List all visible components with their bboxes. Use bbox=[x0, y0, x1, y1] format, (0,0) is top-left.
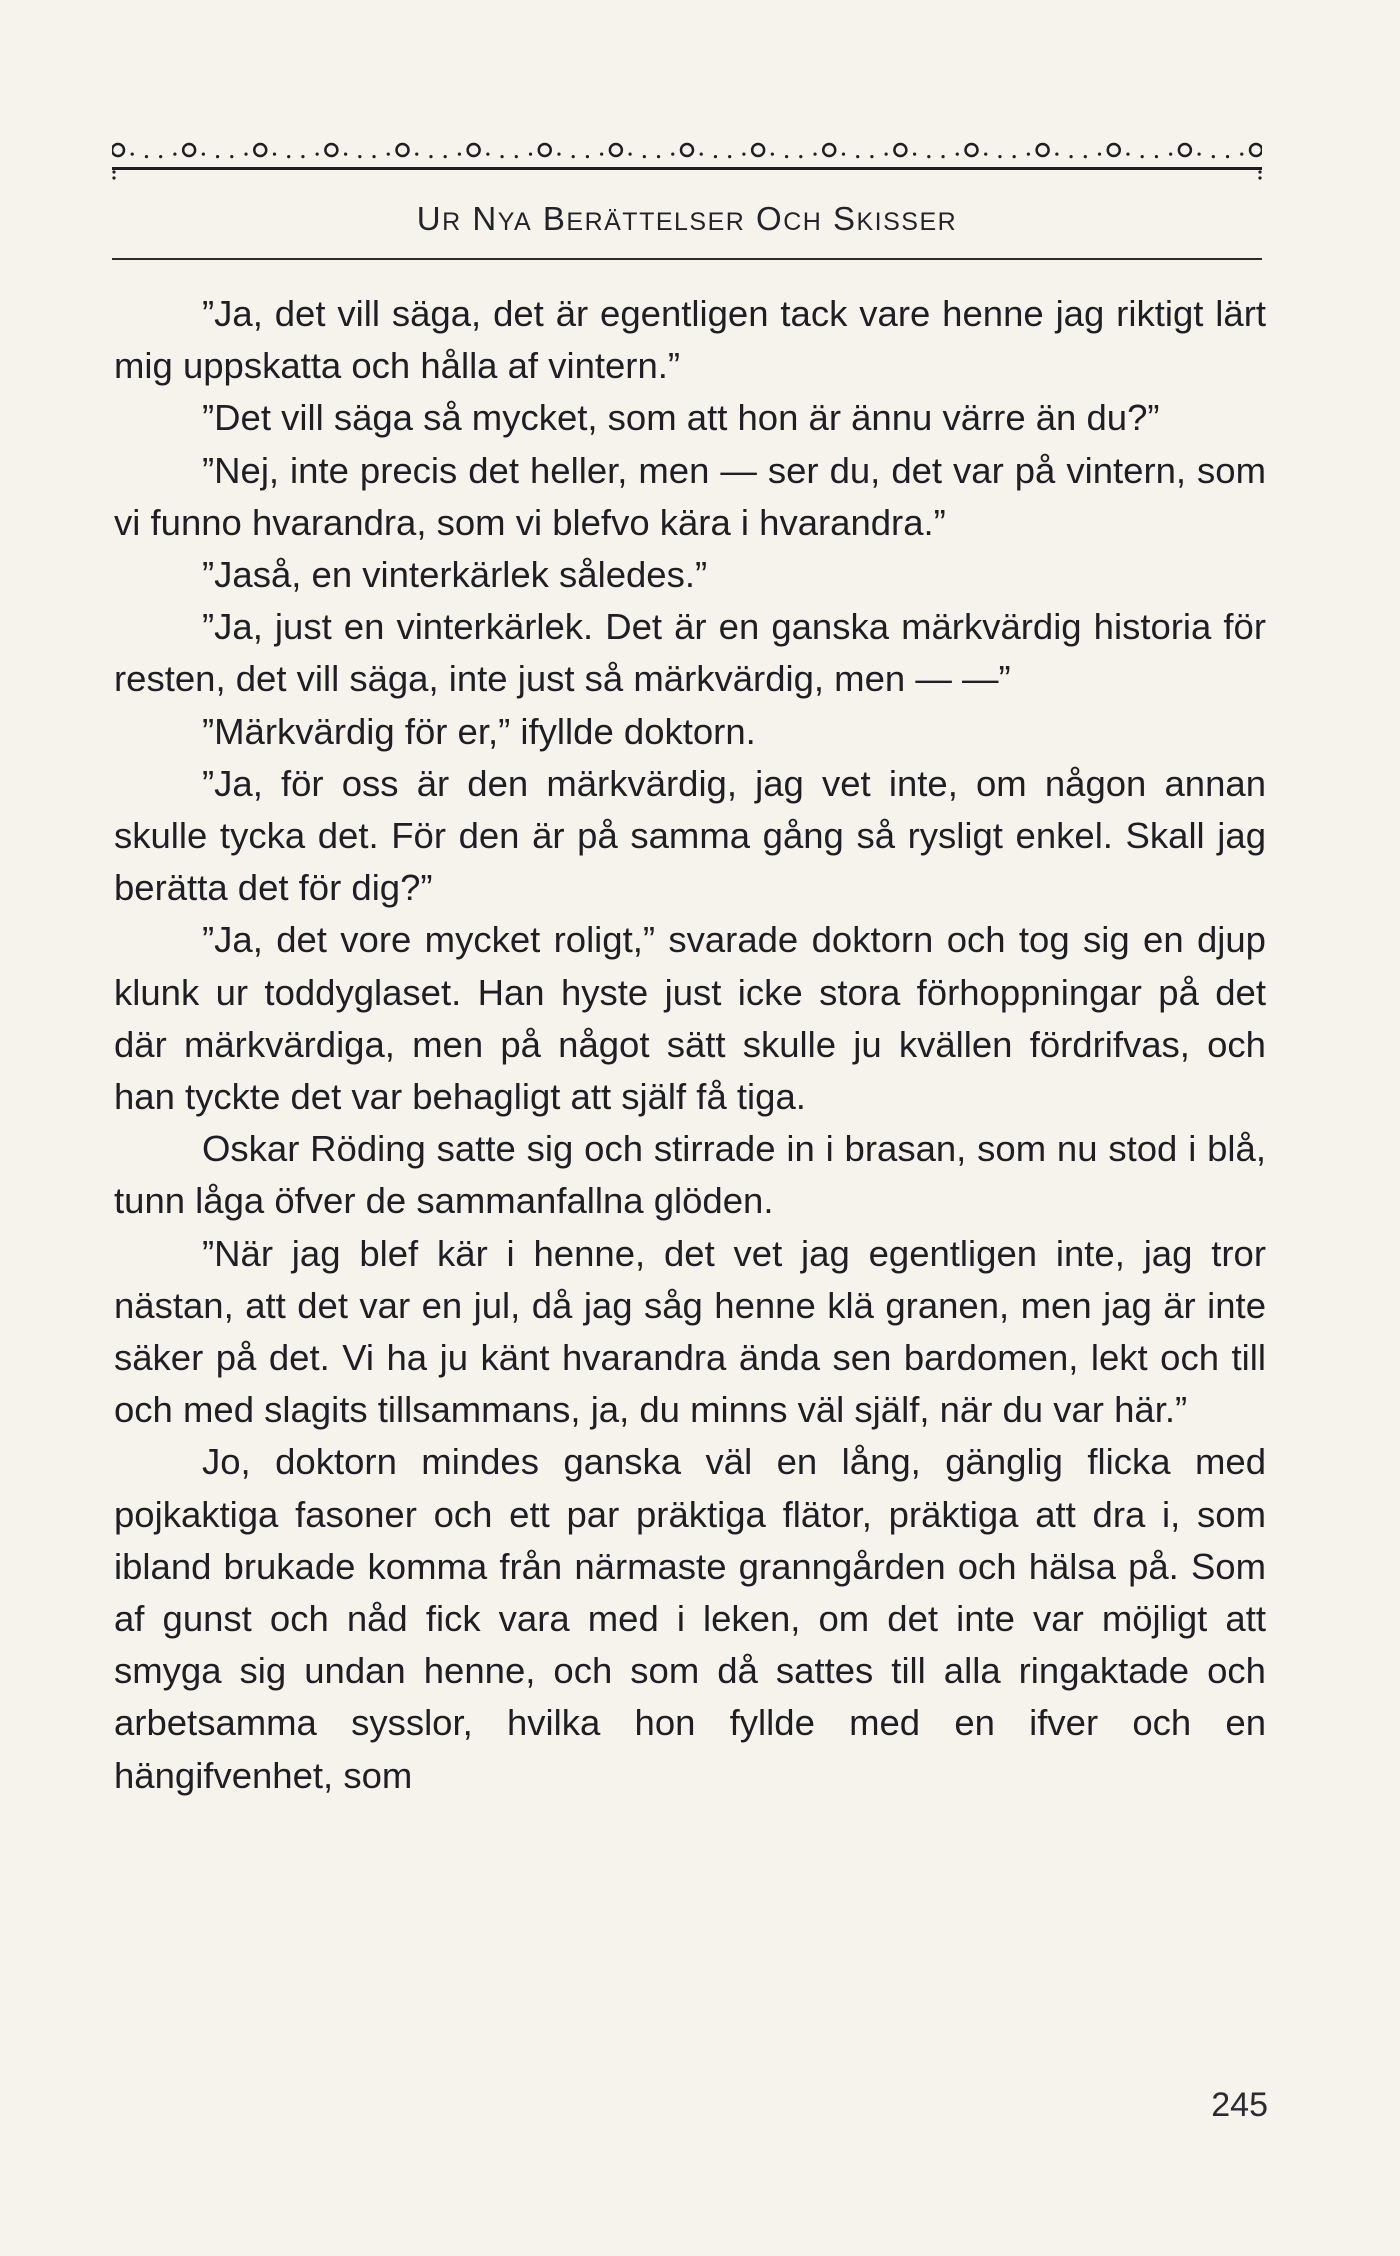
paragraph: ”Ja, just en vinterkärlek. Det är en ganska märkvärdig historia för resten, det vill säga, inte just så märkvärdig, men — —” bbox=[114, 606, 1266, 700]
paragraph: ”Ja, för oss är den märkvärdig, jag vet inte, om någon annan skulle tycka det. För den är på samma gång så rysligt enkel. Skall jag berätta det för dig?” bbox=[114, 762, 1266, 909]
paragraph: ”Nej, inte precis det heller, men — ser du, det var på vintern, som vi funno hvarandra, som vi blefvo kära i hvarandra.” bbox=[114, 449, 1266, 543]
body-text bbox=[114, 288, 1266, 1802]
paragraph: ”När jag blef kär i henne, det vet jag egentligen inte, jag tror nästan, att det var en jul, då jag såg henne klä granen, men jag är inte säker på det. Vi ha ju känt hvarandra ända sen bardomen, lekt och till och med slagits tillsammans, ja, du minns väl själf, när du var här.” bbox=[114, 1232, 1266, 1431]
running-header-title: UR NYA BERÄTTELSER OCH SKISSER bbox=[416, 200, 958, 237]
header-rule bbox=[112, 258, 1262, 260]
running-header bbox=[112, 200, 1262, 238]
paragraph: ”Ja, det vore mycket roligt,” svarade doktorn och tog sig en djup klunk ur toddyglaset. Han hyste just icke stora förhoppningar på det där märkvärdiga, men på något sätt skulle ju kvällen fördrifvas, och han tyckte det var behagligt att själf få tiga. bbox=[114, 919, 1266, 1118]
paragraph: Jo, doktorn mindes ganska väl en lång, gänglig flicka med pojkaktiga fasoner och ett par präktiga flätor, präktiga att dra i, som ibland brukade komma från närmaste granngården och hälsa på. Som af gunst och nåd fick vara med i leken, om det inte var möjligt att smyga sig undan henne, och som då sattes till alla ringaktade och arbetsamma sysslor, hvilka hon fyllde med en ifver och en hängifvenhet, som bbox=[114, 1441, 1266, 1796]
paragraph: ”Märkvärdig för er,” ifyllde doktorn. bbox=[202, 710, 756, 752]
ornament-border-icon bbox=[112, 120, 1262, 180]
paragraph: ”Jaså, en vinterkärlek således.” bbox=[202, 554, 708, 596]
paragraph: ”Ja, det vill säga, det är egentligen tack vare henne jag riktigt lärt mig uppskatta och hålla af vintern.” bbox=[114, 293, 1266, 387]
paragraph: ”Det vill säga så mycket, som att hon är ännu värre än du?” bbox=[202, 397, 1160, 439]
paragraph: Oskar Röding satte sig och stirrade in i brasan, som nu stod i blå, tunn låga öfver de sammanfallna glöden. bbox=[114, 1128, 1266, 1222]
page-number: 245 bbox=[1211, 2086, 1268, 2124]
